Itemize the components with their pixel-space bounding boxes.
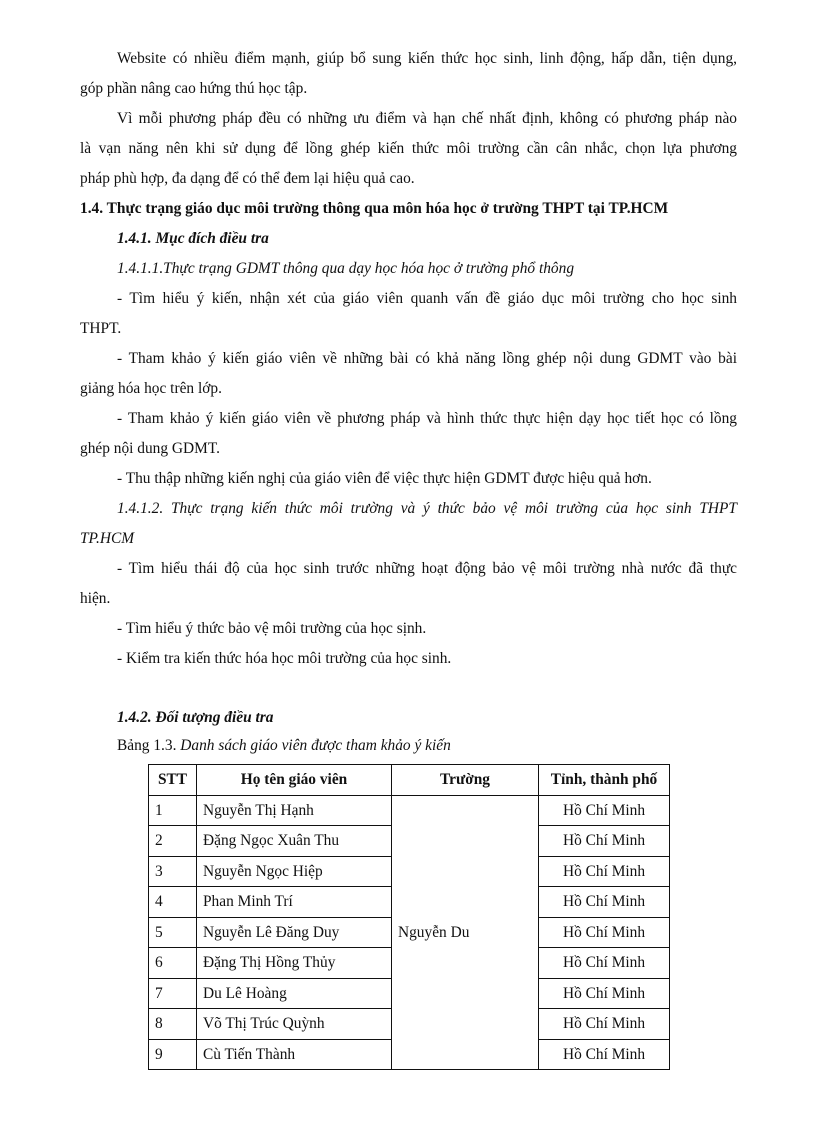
subsection-heading: 1.4.1. Mục đích điều tra [117,230,269,247]
cell-name: Nguyễn Ngọc Hiệp [197,856,392,887]
cell-city: Hồ Chí Minh [539,856,670,887]
paragraph-line: Vì mỗi phương pháp đều có những ưu điểm và hạn chế nhất định, không có phương pháp nào [117,110,737,127]
cell-name: Cù Tiến Thành [197,1039,392,1070]
header-name: Họ tên giáo viên [197,765,392,796]
cell-city: Hồ Chí Minh [539,795,670,826]
table-caption-text: Danh sách giáo viên được tham khảo ý kiến [180,737,451,754]
bullet-line: hiện. [80,590,111,607]
cell-stt: 2 [149,826,197,857]
bullet-line: - Tham khảo ý kiến giáo viên về những bài có khả năng lồng ghép nội dung GDMT vào bài [117,350,737,367]
cell-name: Phan Minh Trí [197,887,392,918]
subsection-heading: 1.4.2. Đối tượng điều tra [117,709,274,726]
section-heading: 1.4. Thực trạng giáo dục môi trường thông qua môn hóa học ở trường THPT tại TP.HCM [80,200,669,217]
cell-city: Hồ Chí Minh [539,978,670,1009]
subsubsection-heading: 1.4.1.2. Thực trạng kiến thức môi trường và ý thức bảo vệ môi trường của học sinh THPT [117,500,737,517]
cell-stt: 3 [149,856,197,887]
cell-city: Hồ Chí Minh [539,917,670,948]
cell-stt: 4 [149,887,197,918]
cell-name: Nguyễn Lê Đăng Duy [197,917,392,948]
paragraph-line: góp phần nâng cao hứng thú học tập. [80,80,308,97]
paragraph-line: là vạn năng nên khi sử dụng để lồng ghép kiến thức môi trường cần cân nhắc, chọn lựa phương [80,140,737,157]
cell-school: Nguyễn Du [392,795,539,1070]
table-row [149,795,670,826]
cell-city: Hồ Chí Minh [539,826,670,857]
cell-city: Hồ Chí Minh [539,887,670,918]
bullet-line: - Tìm hiểu ý kiến, nhận xét của giáo viên quanh vấn đề giáo dục môi trường cho học sinh [117,290,737,307]
bullet-line: - Tham khảo ý kiến giáo viên về phương pháp và hình thức thực hiện dạy học tiết học có lồng [117,410,737,427]
bullet-line: - Tìm hiểu ý thức bảo vệ môi trường của học sịnh. [117,620,427,637]
bullet-line: - Tìm hiểu thái độ của học sinh trước những hoạt động bảo vệ môi trường nhà nước đã thực [117,560,737,577]
table-header-row [149,765,670,796]
cell-city: Hồ Chí Minh [539,948,670,979]
header-school: Trường [392,765,539,796]
bullet-line: - Thu thập những kiến nghị của giáo viên để việc thực hiện GDMT được hiệu quả hơn. [117,470,652,487]
header-city: Tỉnh, thành phố [539,765,670,796]
paragraph-line: Website có nhiều điểm mạnh, giúp bổ sung kiến thức học sinh, linh động, hấp dẫn, tiện dụng, [117,50,737,67]
subsubsection-heading-cont: TP.HCM [80,530,135,547]
cell-stt: 6 [149,948,197,979]
paragraph-line: pháp phù hợp, đa dạng để có thể đem lại hiệu quả cao. [80,170,415,187]
cell-name: Đặng Ngọc Xuân Thu [197,826,392,857]
cell-city: Hồ Chí Minh [539,1039,670,1070]
cell-stt: 5 [149,917,197,948]
subsubsection-heading: 1.4.1.1.Thực trạng GDMT thông qua dạy học hóa học ở trường phổ thông [117,260,575,277]
table-caption [117,731,774,761]
bullet-line: ghép nội dung GDMT. [80,440,220,457]
cell-name: Nguyễn Thị Hạnh [197,795,392,826]
teacher-table [148,764,670,1070]
cell-stt: 8 [149,1009,197,1040]
table-caption-prefix: Bảng 1.3. [117,737,181,754]
cell-stt: 1 [149,795,197,826]
header-stt: STT [149,765,197,796]
cell-city: Hồ Chí Minh [539,1009,670,1040]
bullet-line: - Kiểm tra kiến thức hóa học môi trường của học sinh. [117,650,452,667]
cell-name: Du Lê Hoàng [197,978,392,1009]
cell-stt: 7 [149,978,197,1009]
cell-name: Đặng Thị Hồng Thủy [197,948,392,979]
cell-stt: 9 [149,1039,197,1070]
bullet-line: THPT. [80,320,122,337]
cell-name: Võ Thị Trúc Quỳnh [197,1009,392,1040]
bullet-line: giảng hóa học trên lớp. [80,380,222,397]
